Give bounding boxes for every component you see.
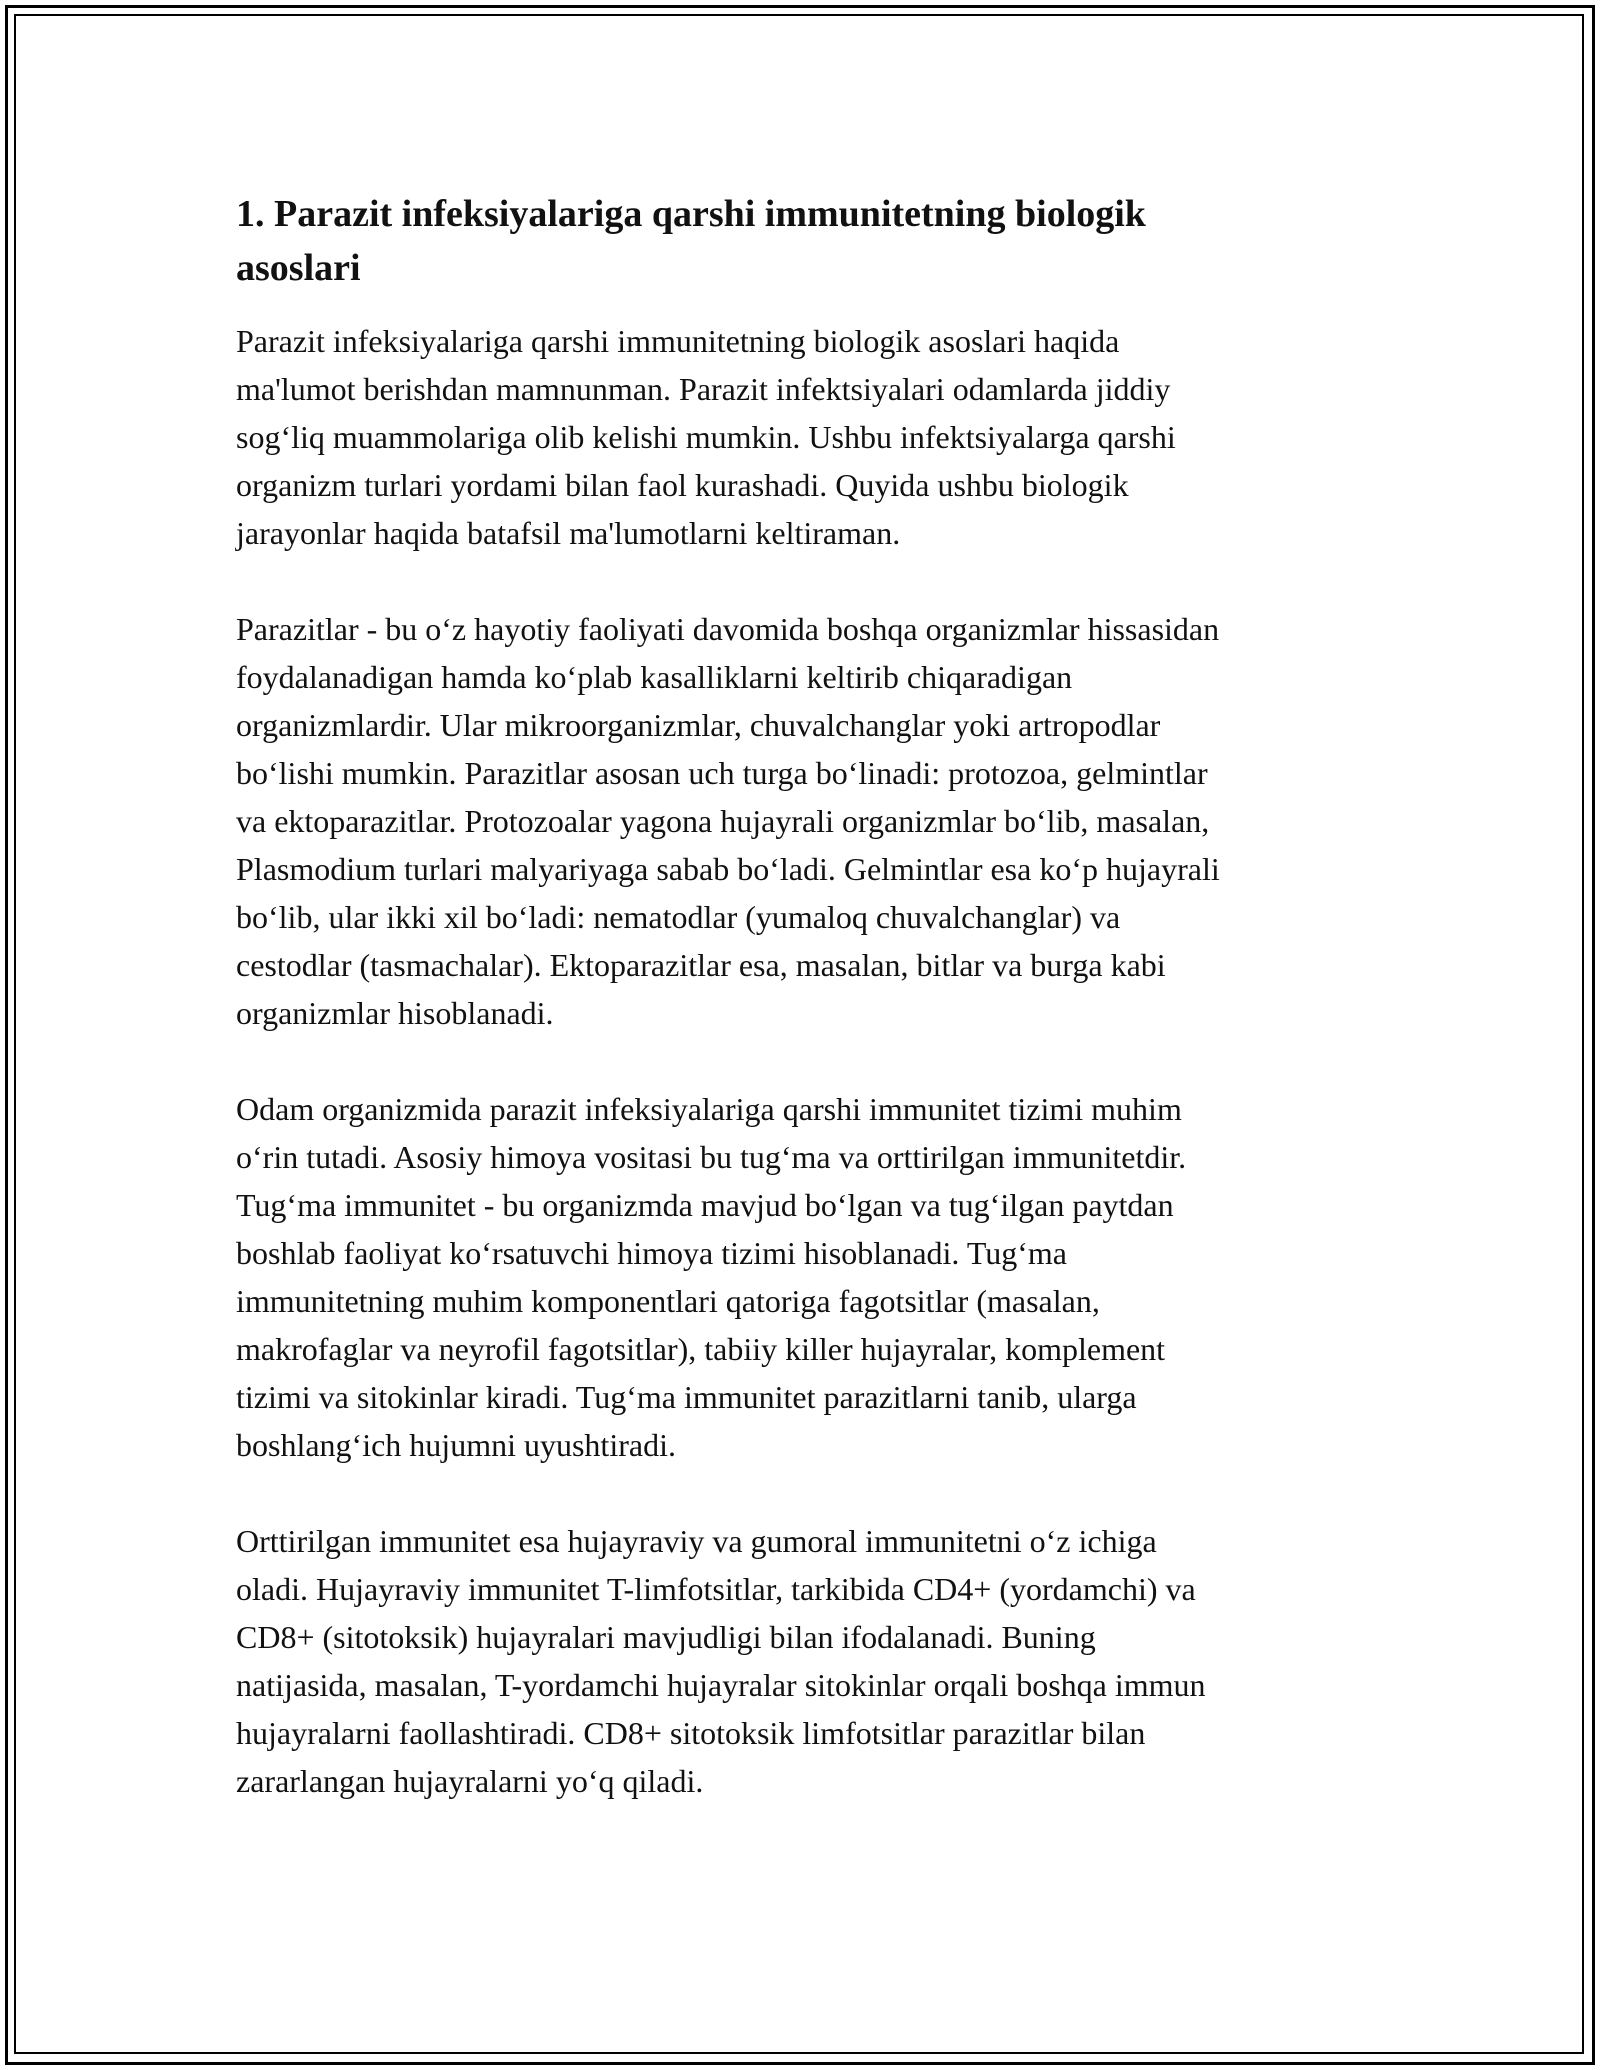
paragraph-parasites [236, 605, 1366, 1037]
text-line: cestodlar (tasmachalar). Ektoparazitlar esa, masalan, bitlar va burga kabi [236, 947, 1166, 983]
text-line: Parazit infeksiyalariga qarshi immunitetning biologik asoslari haqida [236, 323, 1120, 359]
text-line: tizimi va sitokinlar kiradi. Tug‘ma immunitet parazitlarni tanib, ularga [236, 1379, 1137, 1415]
text-line: organizmlardir. Ular mikroorganizmlar, chuvalchanglar yoki artropodlar [236, 707, 1161, 743]
text-line: jarayonlar haqida batafsil ma'lumotlarni keltiraman. [236, 515, 901, 551]
text-line: makrofaglar va neyrofil fagotsitlar), tabiiy killer hujayralar, komplement [236, 1331, 1166, 1367]
text-line: Parazitlar - bu o‘z hayotiy faoliyati davomida boshqa organizmlar hissasidan [236, 611, 1220, 647]
heading-line: asoslari [236, 247, 361, 289]
text-line: o‘rin tutadi. Asosiy himoya vositasi bu tug‘ma va orttirilgan immunitetdir. [236, 1139, 1187, 1175]
text-line: boshlab faoliyat ko‘rsatuvchi himoya tizimi hisoblanadi. Tug‘ma [236, 1235, 1067, 1271]
document-body [236, 187, 1366, 1853]
text-line: Orttirilgan immunitet esa hujayraviy va gumoral immunitetni o‘z ichiga [236, 1523, 1157, 1559]
heading-line: 1. Parazit infeksiyalariga qarshi immunitetning biologik [236, 193, 1146, 235]
paragraph-innate-immunity [236, 1085, 1366, 1469]
text-line: organizmlar hisoblanadi. [236, 995, 554, 1031]
text-line: Plasmodium turlari malyariyaga sabab bo‘ladi. Gelmintlar esa ko‘p hujayrali [236, 851, 1220, 887]
text-line: bo‘lishi mumkin. Parazitlar asosan uch turga bo‘linadi: protozoa, gelmintlar [236, 755, 1208, 791]
text-line: immunitetning muhim komponentlari qatoriga fagotsitlar (masalan, [236, 1283, 1100, 1319]
text-line: oladi. Hujayraviy immunitet T-limfotsitlar, tarkibida CD4+ (yordamchi) va [236, 1571, 1196, 1607]
text-line: natijasida, masalan, T-yordamchi hujayralar sitokinlar orqali boshqa immun [236, 1667, 1206, 1703]
text-line: sog‘liq muammolariga olib kelishi mumkin. Ushbu infektsiyalarga qarshi [236, 419, 1176, 455]
paragraph-intro [236, 317, 1366, 557]
paragraph-acquired-immunity [236, 1517, 1366, 1805]
text-line: organizm turlari yordami bilan faol kurashadi. Quyida ushbu biologik [236, 467, 1129, 503]
text-line: boshlang‘ich hujumni uyushtiradi. [236, 1427, 676, 1463]
text-line: va ektoparazitlar. Protozoalar yagona hujayrali organizmlar bo‘lib, masalan, [236, 803, 1210, 839]
text-line: hujayralarni faollashtiradi. CD8+ sitotoksik limfotsitlar parazitlar bilan [236, 1715, 1146, 1751]
text-line: Odam organizmida parazit infeksiyalariga qarshi immunitet tizimi muhim [236, 1091, 1182, 1127]
text-line: Tug‘ma immunitet - bu organizmda mavjud bo‘lgan va tug‘ilgan paytdan [236, 1187, 1174, 1223]
text-line: bo‘lib, ular ikki xil bo‘ladi: nematodlar (yumaloq chuvalchanglar) va [236, 899, 1121, 935]
section-heading [236, 187, 1366, 295]
text-line: zararlangan hujayralarni yo‘q qiladi. [236, 1763, 704, 1799]
text-line: CD8+ (sitotoksik) hujayralari mavjudligi bilan ifodalanadi. Buning [236, 1619, 1096, 1655]
text-line: foydalanadigan hamda ko‘plab kasalliklarni keltirib chiqaradigan [236, 659, 1073, 695]
text-line: ma'lumot berishdan mamnunman. Parazit infektsiyalari odamlarda jiddiy [236, 371, 1171, 407]
